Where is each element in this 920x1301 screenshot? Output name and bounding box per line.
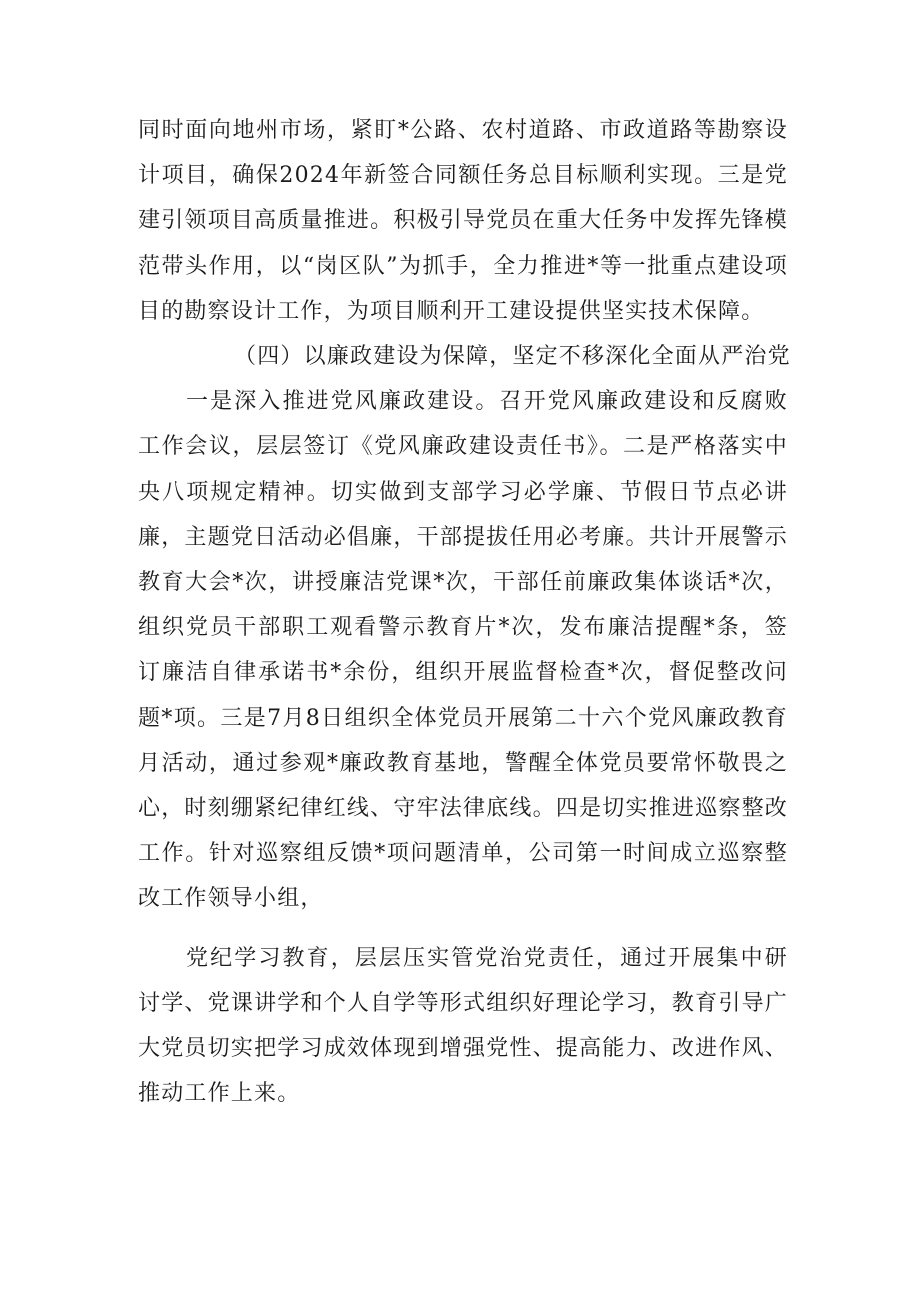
paragraph-project-survey: 同时面向地州市场，紧盯*公路、农村道路、市政道路等勘察设计项目，确保2024年新签合同额任务总目标顺利实现。三是党建引领项目高质量推进。积极引导党员在重大任务中发挥先锋模范带头作用，以“岗区队”为抓手，全力推进*等一批重点建设项目的勘察设计工作，为项目顺利开工建设提供坚实技术保障。: [138, 118, 788, 324]
document-body: [138, 108, 791, 1116]
paragraph-discipline-education: 党纪学习教育，层层压实管党治党责任，通过开展集中研讨学、党课讲学和个人自学等形式组织好理论学习，教育引导广大党员切实把学习成效体现到增强党性、提高能力、改进作风、推动工作上来。: [138, 945, 788, 1107]
paragraph-gap: [138, 922, 788, 936]
paragraph-integrity-building: 一是深入推进党风廉政建设。召开党风廉政建设和反腐败工作会议，层层签订《党风廉政建设责任书》。二是严格落实中央八项规定精神。切实做到支部学习必学廉、节假日节点必讲廉，主题党日活动必倡廉，干部提拔任用必考廉。共计开展警示教育大会*次，讲授廉洁党课*次，干部任前廉政集体谈话*次，组织党员干部职工观看警示教育片*次，发布廉洁提醒*条，签订廉洁自律承诺书*余份，组织开展监督检查*次，督促整改问题*项。三是7月8日组织全体党员开展第二十六个党风廉政教育月活动，通过参观*廉政教育基地，警醒全体党员要常怀敬畏之心，时刻绷紧纪律红线、守牢法律底线。四是切实推进巡察整改工作。针对巡察组反馈*项问题清单，公司第一时间成立巡察整改工作领导小组，: [138, 389, 788, 912]
section-heading-four: （四）以廉政建设为保障，坚定不移深化全面从严治党: [234, 344, 791, 370]
